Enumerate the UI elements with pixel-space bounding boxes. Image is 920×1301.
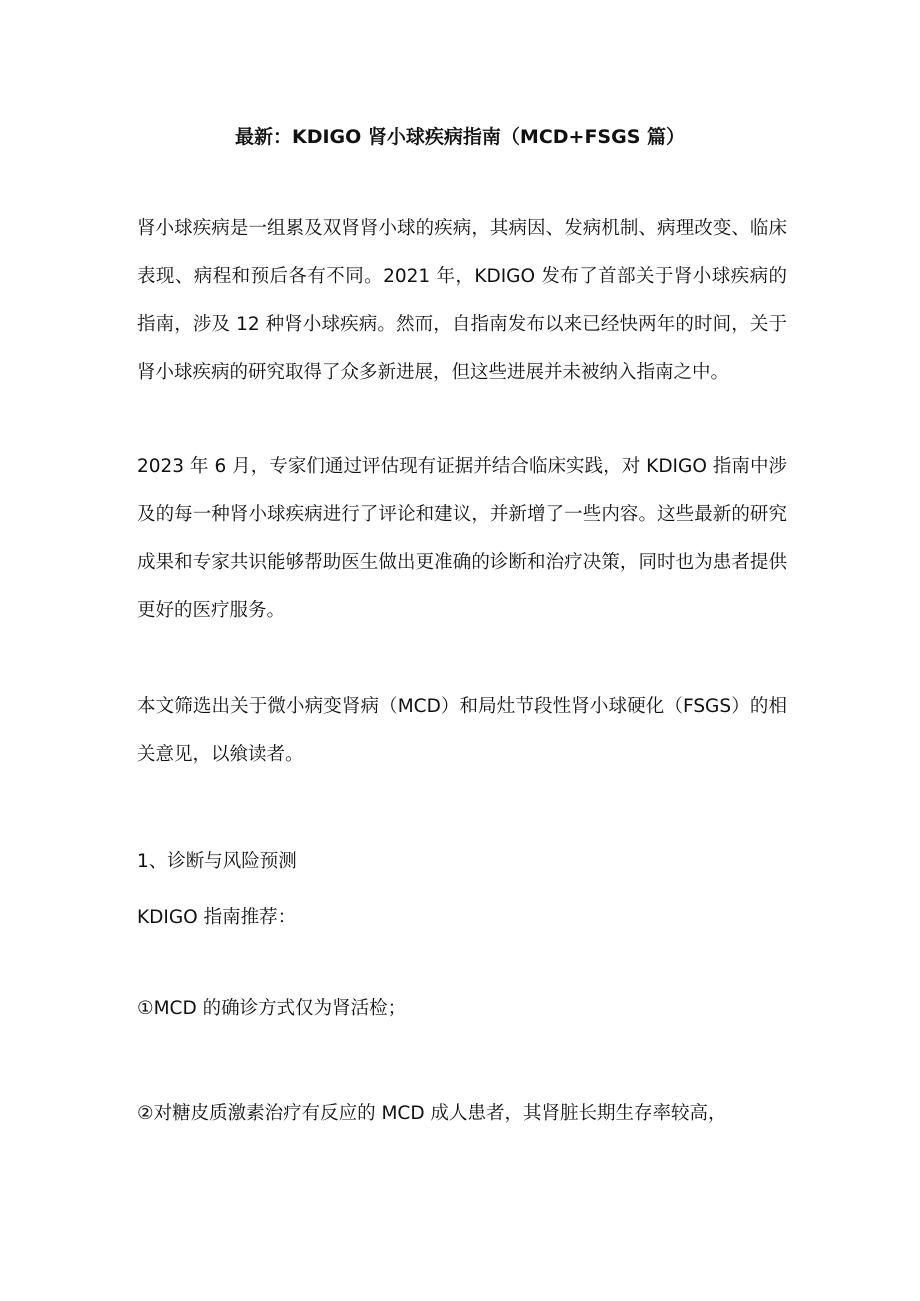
update-paragraph: 2023 年 6 月，专家们通过评估现有证据并结合临床实践，对 KDIGO 指南中涉及的每一种肾小球疾病进行了评论和建议，并新增了一些内容。这些最新的研究成果和专家共识能够帮助医生做出更准确的诊断和治疗决策，同时也为患者提供更好的医疗服务。 (137, 456, 787, 621)
intro-paragraph: 肾小球疾病是一组累及双肾肾小球的疾病，其病因、发病机制、病理改变、临床表现、病程和预后各有不同。2021 年，KDIGO 发布了首部关于肾小球疾病的指南，涉及 12 种肾小球疾病。然而，自指南发布以来已经快两年的时间，关于肾小球疾病的研究取得了众多新进展，但这些进展并未被纳入指南之中。 (137, 218, 787, 383)
recommendation-label: KDIGO 指南推荐： (137, 907, 297, 928)
recommendation-item: ①MCD 的确诊方式仅为肾活检； (137, 998, 407, 1019)
document-title: 最新：KDIGO 肾小球疾病指南（MCD+FSGS 篇） (234, 126, 686, 148)
section-heading: 1、诊断与风险预测 (137, 851, 297, 872)
recommendation-item: ②对糖皮质激素治疗有反应的 MCD 成人患者，其肾脏长期生存率较高， (137, 1103, 727, 1124)
scope-paragraph: 本文筛选出关于微小病变肾病（MCD）和局灶节段性肾小球硬化（FSGS）的相关意见，以飨读者。 (137, 696, 787, 765)
